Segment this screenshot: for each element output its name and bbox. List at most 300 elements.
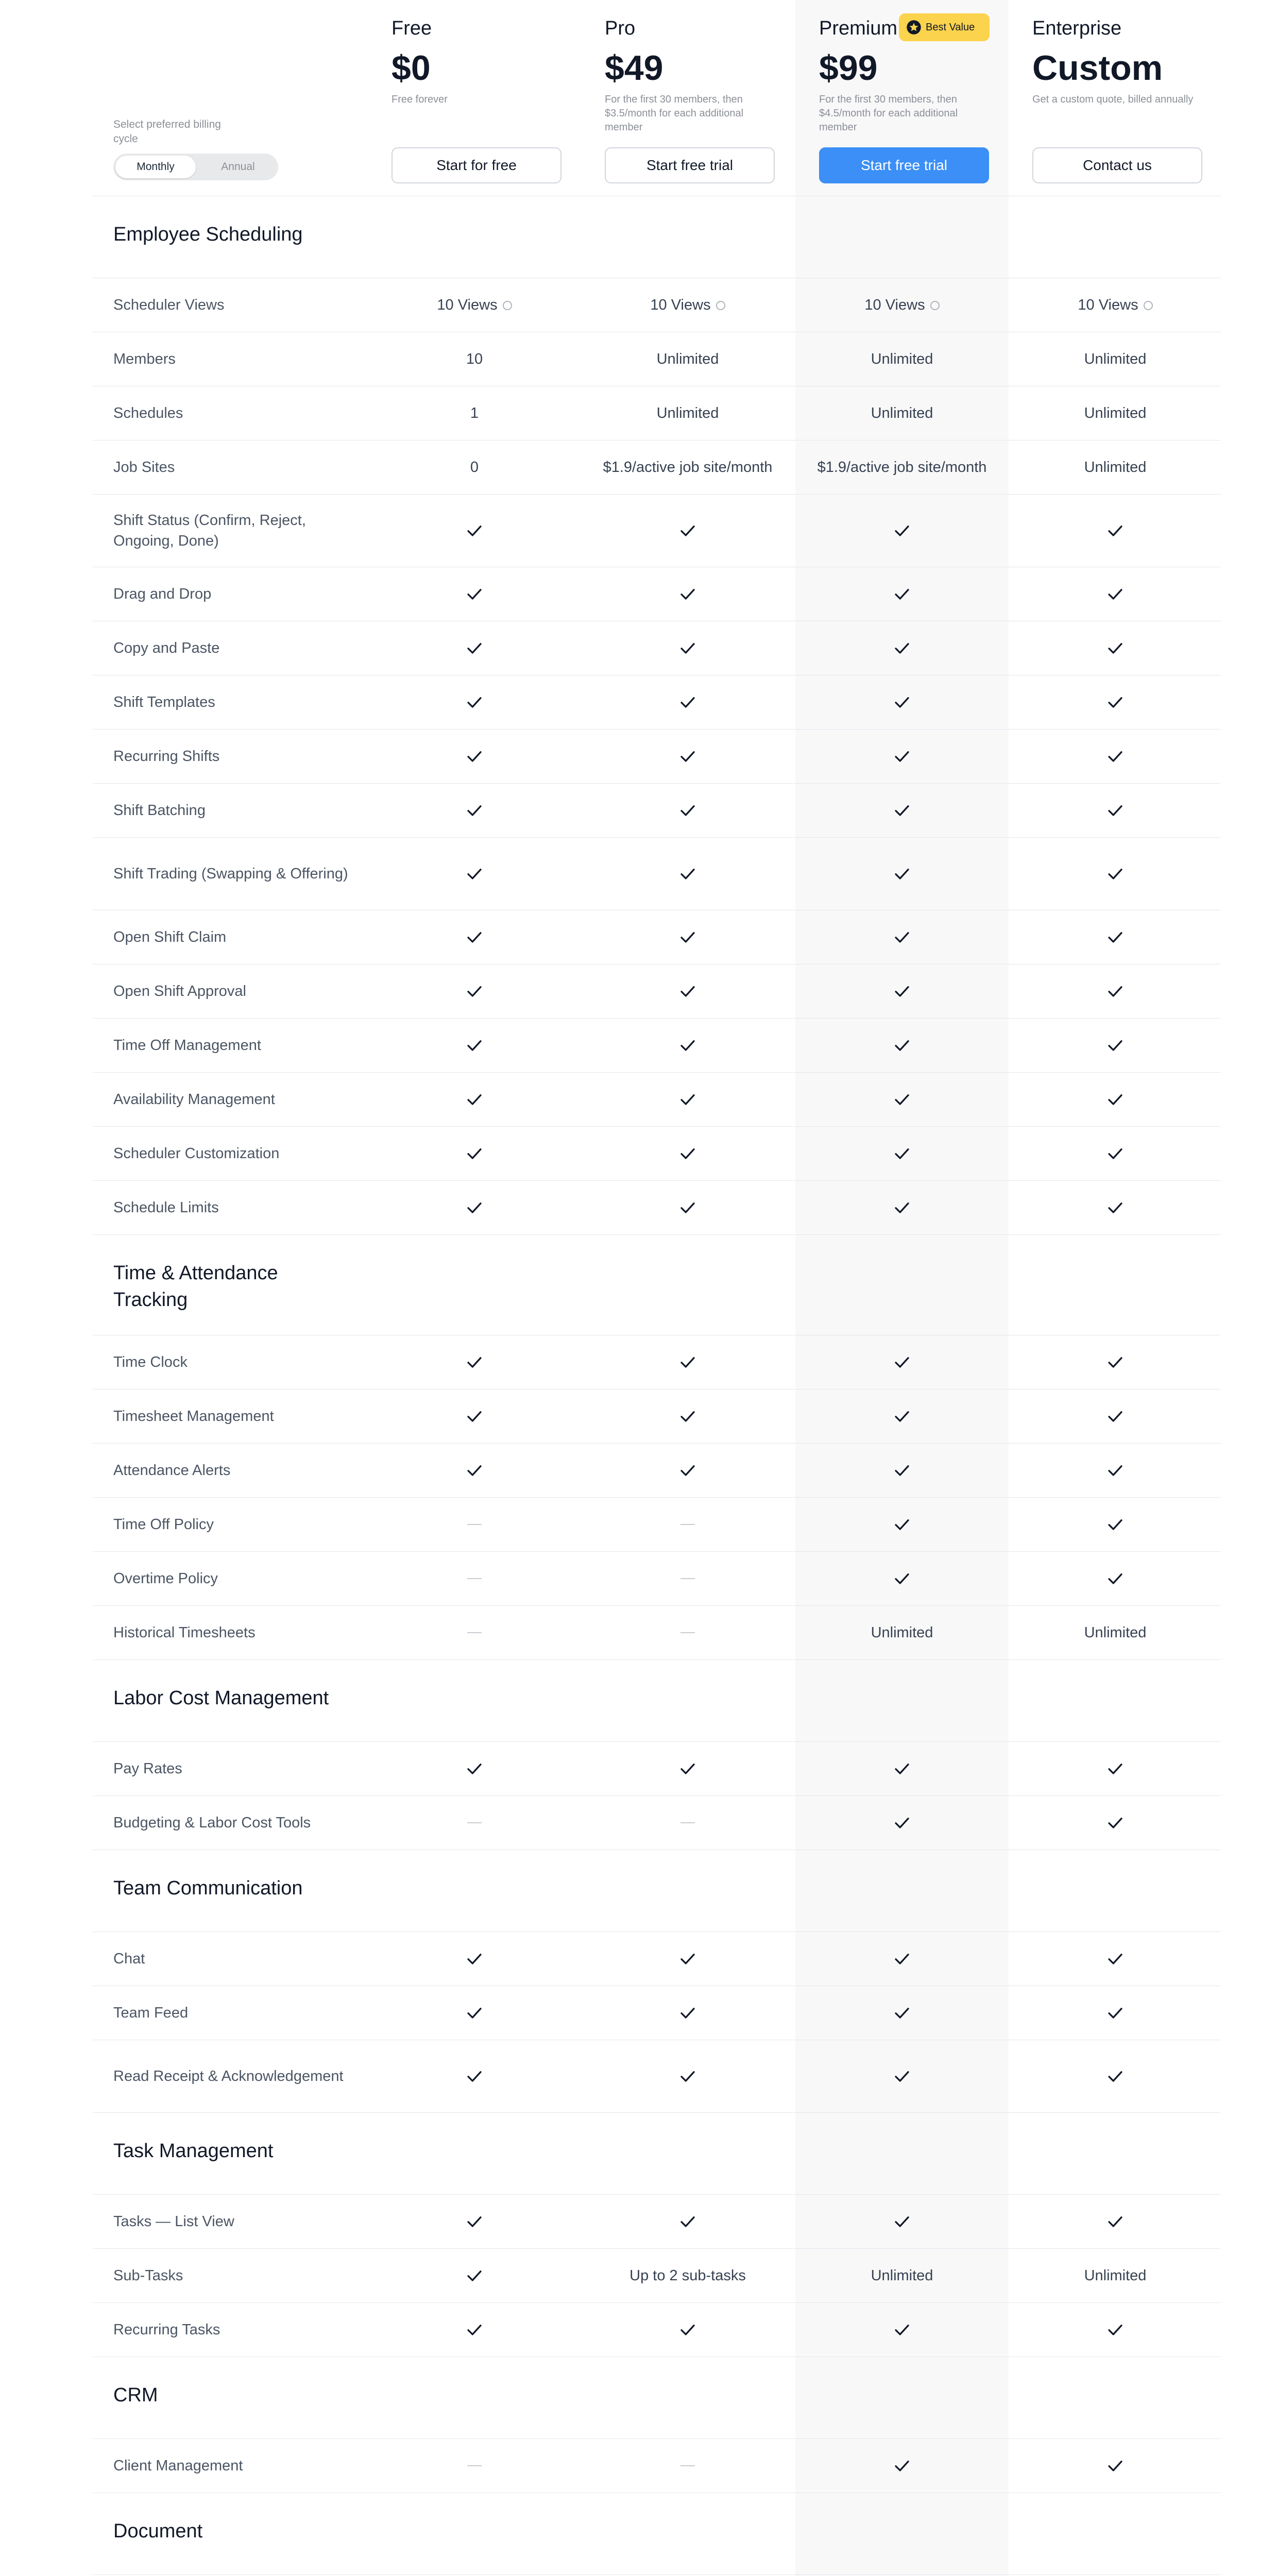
plan-pro-value (581, 1796, 794, 1850)
value-text: 10 Views (437, 296, 498, 313)
check-icon (678, 2320, 697, 2339)
plan-enterprise-value (1009, 1986, 1222, 2040)
plan-pro-value (581, 838, 794, 910)
plan-pro-value (581, 1127, 794, 1180)
plan-pro-value (581, 1552, 794, 1605)
plan-free-value (368, 1073, 581, 1126)
feature-name: Time Off Policy (113, 1516, 214, 1533)
premium-cta-button[interactable]: Start free trial (819, 147, 989, 183)
check-icon (465, 1353, 484, 1371)
plan-description: Free forever (391, 94, 448, 105)
plan-name (605, 16, 775, 40)
value-text: 0 (470, 459, 479, 476)
value-text: $1.9/active job site/month (603, 459, 773, 476)
feature-row (93, 1796, 1221, 1850)
plan-free-value (368, 784, 581, 837)
feature-name: Job Sites (113, 459, 175, 476)
feature-row (93, 1552, 1221, 1606)
plan-premium-value (795, 2249, 1009, 2302)
check-icon (1106, 1515, 1125, 1534)
check-icon (678, 1461, 697, 1480)
plan-free-value (368, 1606, 581, 1659)
check-icon (893, 1090, 911, 1109)
check-icon (1106, 2212, 1125, 2231)
plan-pro-value (581, 495, 794, 567)
check-icon (1106, 1090, 1125, 1109)
check-icon (1106, 928, 1125, 946)
plan-enterprise-value (1009, 386, 1222, 440)
feature-row (93, 910, 1221, 964)
plan-premium-value (795, 1444, 1009, 1497)
plan-pro-value (581, 386, 794, 440)
feature-row (93, 2040, 1221, 2113)
plan-enterprise-value (1009, 2303, 1222, 2357)
check-icon (465, 1198, 484, 1217)
check-icon (465, 1407, 484, 1426)
plan-pro-value (581, 784, 794, 837)
check-icon (678, 1036, 697, 1055)
plan-free-value (368, 675, 581, 729)
plan-pro-value (581, 278, 794, 332)
check-icon (465, 585, 484, 603)
check-icon (1106, 1144, 1125, 1163)
check-icon (893, 585, 911, 603)
plan-premium-value (795, 1552, 1009, 1605)
value-text: Unlimited (871, 404, 933, 421)
plan-free-value (368, 1389, 581, 1443)
plan-name-text: Enterprise (1032, 18, 1122, 39)
plan-enterprise-value (1009, 910, 1222, 964)
check-icon (1106, 2004, 1125, 2022)
section-5 (93, 2357, 1221, 2439)
plan-premium-value (795, 2303, 1009, 2357)
check-icon (465, 1036, 484, 1055)
plan-premium-value (795, 495, 1009, 567)
feature-name: Budgeting & Labor Cost Tools (113, 1815, 311, 1831)
plan-pro-value (581, 332, 794, 386)
plan-enterprise-value (1009, 1552, 1222, 1605)
check-icon (893, 1036, 911, 1055)
section-heading: Labor Cost Management (113, 1687, 329, 1709)
feature-name: Recurring Tasks (113, 2321, 220, 2338)
plan-description: Get a custom quote, billed annually (1032, 94, 1194, 105)
dash-icon (467, 2465, 482, 2466)
enterprise-cta-button[interactable]: Contact us (1032, 147, 1202, 183)
plan-premium-value (795, 1932, 1009, 1986)
plan-free-value (368, 1181, 581, 1234)
check-icon (465, 747, 484, 766)
feature-row (93, 1181, 1221, 1235)
feature-name: Recurring Shifts (113, 748, 220, 765)
feature-name: Attendance Alerts (113, 1462, 231, 1479)
plan-pro-value (581, 910, 794, 964)
check-icon (893, 2212, 911, 2231)
plan-pro-value (581, 1389, 794, 1443)
plan-enterprise-value (1009, 1796, 1222, 1850)
plan-name-text: Pro (605, 18, 636, 39)
plan-free-value (368, 567, 581, 621)
plan-free-value (368, 1932, 581, 1986)
billing-cycle-toggle[interactable] (113, 154, 278, 180)
check-icon (1106, 1569, 1125, 1588)
plan-name-text: Premium (819, 18, 898, 39)
feature-name: Shift Templates (113, 694, 215, 710)
plan-price: $0 (391, 48, 431, 88)
plan-enterprise-value (1009, 964, 1222, 1018)
plan-premium-value (795, 332, 1009, 386)
plan-free-value (368, 964, 581, 1018)
plan-enterprise-value (1009, 1019, 1222, 1072)
plan-pro-value (581, 1181, 794, 1234)
feature-row (93, 1444, 1221, 1498)
plan-pro-value (581, 1444, 794, 1497)
feature-row (93, 1389, 1221, 1444)
check-icon (678, 1353, 697, 1371)
plan-premium-value (795, 2195, 1009, 2248)
feature-row (93, 332, 1221, 386)
dash-icon (680, 2465, 695, 2466)
check-icon (678, 521, 697, 540)
check-icon (893, 1515, 911, 1534)
plan-enterprise-value (1009, 2040, 1222, 2112)
plan-premium-value (795, 2439, 1009, 2493)
value-text: Up to 2 sub-tasks (629, 2267, 746, 2284)
feature-row (93, 1127, 1221, 1181)
value-text: Unlimited (1084, 350, 1147, 367)
check-icon (893, 982, 911, 1001)
check-icon (465, 982, 484, 1001)
feature-row (93, 1742, 1221, 1796)
feature-name: Sub-Tasks (113, 2267, 183, 2284)
plan-pro-value (581, 1606, 794, 1659)
check-icon (893, 2456, 911, 2475)
plan-free-value (368, 1796, 581, 1850)
plan-premium-value (795, 1019, 1009, 1072)
plan-free-value (368, 730, 581, 783)
plan-free-value (368, 440, 581, 494)
check-icon (1106, 865, 1125, 883)
plan-enterprise-value (1009, 2195, 1222, 2248)
plan-free-value (368, 910, 581, 964)
check-icon (893, 1759, 911, 1778)
check-icon (465, 801, 484, 820)
check-icon (678, 1198, 697, 1217)
feature-row (93, 1498, 1221, 1552)
check-icon (1106, 693, 1125, 711)
dash-icon (680, 1822, 695, 1823)
check-icon (1106, 801, 1125, 820)
feature-name: Team Feed (113, 2005, 189, 2021)
feature-row (93, 838, 1221, 910)
check-icon (465, 2266, 484, 2285)
check-icon (893, 747, 911, 766)
plan-premium-value (795, 730, 1009, 783)
check-icon (893, 1144, 911, 1163)
plan-enterprise-value (1009, 1606, 1222, 1659)
feature-name: Members (113, 351, 176, 367)
dash-icon (680, 1578, 695, 1579)
plan-free-value (368, 1127, 581, 1180)
billing-cycle (113, 117, 319, 180)
plan-premium-value (795, 1181, 1009, 1234)
section-heading: CRM (113, 2384, 158, 2406)
check-icon (1106, 2320, 1125, 2339)
plan-name (819, 16, 989, 40)
check-icon (678, 639, 697, 657)
plan-name-text: Free (391, 18, 432, 39)
feature-row (93, 2303, 1221, 2357)
check-icon (678, 1950, 697, 1968)
plan-enterprise-value (1009, 621, 1222, 675)
plan-pro-value (581, 621, 794, 675)
plan-free-value (368, 1986, 581, 2040)
check-icon (893, 2004, 911, 2022)
check-icon (893, 1569, 911, 1588)
feature-name: Time Clock (113, 1354, 188, 1370)
feature-row (93, 784, 1221, 838)
plan-free-value (368, 621, 581, 675)
feature-row (93, 440, 1221, 495)
info-icon[interactable] (503, 301, 512, 310)
plan-enterprise-value (1009, 2439, 1222, 2493)
check-icon (893, 521, 911, 540)
check-icon (1106, 1353, 1125, 1371)
check-icon (465, 1950, 484, 1968)
feature-name: Historical Timesheets (113, 1624, 256, 1641)
info-icon[interactable] (716, 301, 725, 310)
feature-name: Open Shift Approval (113, 983, 246, 999)
plan-enterprise-value (1009, 1127, 1222, 1180)
check-icon (678, 2212, 697, 2231)
feature-name: Open Shift Claim (113, 929, 227, 945)
plan-premium (819, 16, 989, 173)
feature-name: Scheduler Views (113, 297, 225, 313)
check-icon (465, 2004, 484, 2022)
section-3 (93, 1850, 1221, 1932)
plan-premium-value (795, 1606, 1009, 1659)
plan-enterprise-value (1009, 1335, 1222, 1389)
check-icon (465, 1090, 484, 1109)
value-text: 10 Views (864, 296, 925, 313)
value-text: Unlimited (1084, 1624, 1147, 1641)
feature-row (93, 567, 1221, 621)
feature-name: Shift Batching (113, 802, 206, 819)
billing-option-monthly[interactable]: Monthly (115, 156, 196, 178)
check-icon (1106, 2067, 1125, 2086)
feature-row (93, 621, 1221, 675)
feature-row (93, 964, 1221, 1019)
dash-icon (467, 1578, 482, 1579)
section-2 (93, 1660, 1221, 1742)
check-icon (465, 2320, 484, 2339)
feature-row (93, 1986, 1221, 2040)
plan-pro-value (581, 2439, 794, 2493)
check-icon (1106, 1198, 1125, 1217)
feature-row (93, 1019, 1221, 1073)
best-value-badge (899, 13, 990, 41)
feature-row (93, 1606, 1221, 1660)
feature-name: Copy and Paste (113, 640, 220, 656)
check-icon (1106, 1814, 1125, 1832)
plan-pro-value (581, 1019, 794, 1072)
plan-premium-value (795, 910, 1009, 964)
check-icon (678, 1407, 697, 1426)
plan-enterprise-value (1009, 332, 1222, 386)
info-icon[interactable] (930, 301, 940, 310)
plan-enterprise-value (1009, 1932, 1222, 1986)
plan-premium-value (795, 567, 1009, 621)
plan-free-value (368, 2303, 581, 2357)
pro-cta-button[interactable]: Start free trial (605, 147, 775, 183)
section-heading: Employee Scheduling (113, 224, 303, 245)
check-icon (1106, 1950, 1125, 1968)
section-0 (93, 196, 1221, 278)
best-value-label: Best Value (926, 22, 975, 33)
check-icon (678, 747, 697, 766)
plan-pro-value (581, 1986, 794, 2040)
plan-enterprise-value (1009, 1444, 1222, 1497)
plan-free-value (368, 2439, 581, 2493)
check-icon (893, 1198, 911, 1217)
plan-pro-value (581, 1073, 794, 1126)
section-1 (93, 1235, 1221, 1335)
plan-enterprise-value (1009, 1389, 1222, 1443)
plan-enterprise-value (1009, 838, 1222, 910)
check-icon (893, 928, 911, 946)
plan-free-value (368, 2040, 581, 2112)
plan-pro-value (581, 2195, 794, 2248)
value-text: 10 Views (1078, 296, 1138, 313)
pricing-header (93, 0, 1221, 196)
feature-name: Drag and Drop (113, 586, 212, 602)
check-icon (678, 1759, 697, 1778)
check-icon (1106, 1759, 1125, 1778)
plan-free-value (368, 1552, 581, 1605)
plan-price: Custom (1032, 48, 1163, 88)
value-text: 10 Views (650, 296, 711, 313)
check-icon (893, 1407, 911, 1426)
check-icon (465, 521, 484, 540)
check-icon (678, 801, 697, 820)
plan-enterprise-value (1009, 675, 1222, 729)
section-heading: Document (113, 2520, 203, 2542)
plan-premium-value (795, 1498, 1009, 1551)
plan-enterprise-value (1009, 1498, 1222, 1551)
check-icon (465, 865, 484, 883)
feature-row (93, 1932, 1221, 1986)
check-icon (893, 2067, 911, 2086)
check-icon (678, 982, 697, 1001)
check-icon (893, 801, 911, 820)
plan-enterprise-value (1009, 440, 1222, 494)
check-icon (465, 1759, 484, 1778)
plan-free-value (368, 2195, 581, 2248)
plan-free-value (368, 1498, 581, 1551)
plan-premium-value (795, 386, 1009, 440)
pricing-table (93, 0, 1221, 2576)
plan-enterprise-value (1009, 278, 1222, 332)
info-icon[interactable] (1144, 301, 1153, 310)
feature-row (93, 730, 1221, 784)
billing-option-annual[interactable]: Annual (221, 161, 255, 173)
check-icon (893, 2320, 911, 2339)
check-icon (893, 1950, 911, 1968)
dash-icon (467, 1822, 482, 1823)
plan-enterprise-value (1009, 1742, 1222, 1795)
check-icon (893, 693, 911, 711)
plan-price: $49 (605, 48, 663, 88)
plan-free-value (368, 332, 581, 386)
section-heading: Task Management (113, 2140, 274, 2162)
check-icon (465, 928, 484, 946)
free-cta-button[interactable]: Start for free (391, 147, 561, 183)
plan-enterprise-value (1009, 567, 1222, 621)
plan-free-value (368, 838, 581, 910)
plan-premium-value (795, 784, 1009, 837)
check-icon (678, 928, 697, 946)
feature-name: Overtime Policy (113, 1570, 218, 1587)
plan-premium-value (795, 1742, 1009, 1795)
plan-free-value (368, 386, 581, 440)
check-icon (465, 1461, 484, 1480)
check-icon (893, 865, 911, 883)
dash-icon (680, 1632, 695, 1633)
check-icon (678, 693, 697, 711)
dash-icon (467, 1524, 482, 1525)
section-heading: Time & Attendance Tracking (113, 1262, 278, 1311)
feature-name: Availability Management (113, 1091, 275, 1108)
plan-enterprise-value (1009, 730, 1222, 783)
value-text: Unlimited (1084, 459, 1147, 476)
plan-free-value (368, 1019, 581, 1072)
feature-name: Client Management (113, 2458, 243, 2474)
feature-row (93, 2195, 1221, 2249)
feature-row (93, 386, 1221, 440)
plan-premium-value (795, 1389, 1009, 1443)
plan-premium-value (795, 278, 1009, 332)
feature-row (93, 278, 1221, 332)
feature-row (93, 495, 1221, 567)
plan-enterprise-value (1009, 784, 1222, 837)
check-icon (465, 1144, 484, 1163)
billing-cycle-label: Select preferred billing cycle (113, 118, 221, 145)
plan-premium-value (795, 1073, 1009, 1126)
plan-premium-value (795, 2040, 1009, 2112)
feature-row (93, 675, 1221, 730)
check-icon (465, 2067, 484, 2086)
plan-premium-value (795, 1986, 1009, 2040)
value-text: Unlimited (656, 404, 719, 421)
check-icon (893, 1353, 911, 1371)
check-icon (1106, 747, 1125, 766)
plan-description: For the first 30 members, then $3.5/month for each additional member (605, 94, 744, 133)
plan-free-value (368, 1742, 581, 1795)
feature-name: Chat (113, 1951, 145, 1967)
check-icon (1106, 585, 1125, 603)
check-icon (1106, 2456, 1125, 2475)
plan-pro-value (581, 964, 794, 1018)
value-text: $1.9/active job site/month (817, 459, 987, 476)
plan-enterprise-value (1009, 495, 1222, 567)
check-icon (678, 865, 697, 883)
feature-name: Schedule Limits (113, 1199, 219, 1216)
plan-pro-value (581, 2040, 794, 2112)
plan-pro (605, 16, 775, 173)
section-4 (93, 2113, 1221, 2195)
value-text: Unlimited (871, 1624, 933, 1641)
value-text: Unlimited (871, 350, 933, 367)
plan-pro-value (581, 1335, 794, 1389)
